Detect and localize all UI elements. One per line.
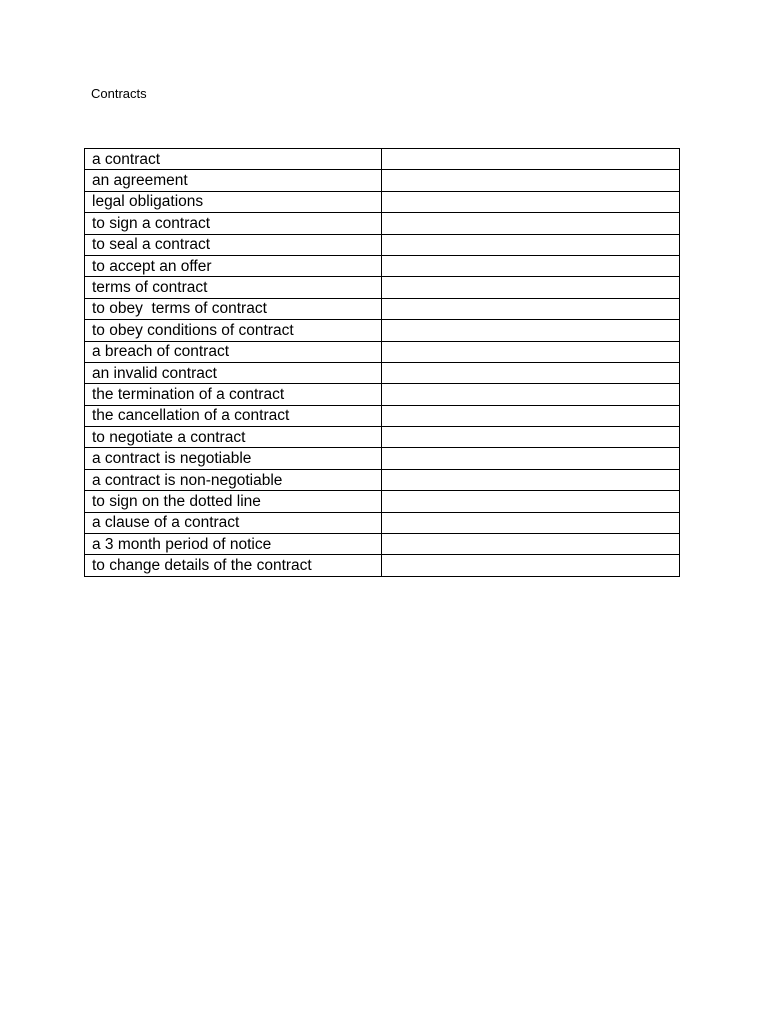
table-row — [85, 320, 680, 341]
translation-cell[interactable] — [382, 277, 680, 298]
term-cell: to obey conditions of contract — [85, 320, 382, 341]
term-cell: a breach of contract — [85, 341, 382, 362]
term-cell: to accept an offer — [85, 255, 382, 276]
vocabulary-table-body — [85, 149, 680, 577]
translation-cell[interactable] — [382, 469, 680, 490]
term-cell: to change details of the contract — [85, 555, 382, 576]
translation-cell[interactable] — [382, 448, 680, 469]
table-row — [85, 448, 680, 469]
translation-cell[interactable] — [382, 298, 680, 319]
table-row — [85, 405, 680, 426]
translation-cell[interactable] — [382, 191, 680, 212]
table-row — [85, 255, 680, 276]
term-cell: a 3 month period of notice — [85, 534, 382, 555]
translation-cell[interactable] — [382, 255, 680, 276]
term-cell: to negotiate a contract — [85, 427, 382, 448]
table-row — [85, 213, 680, 234]
translation-cell[interactable] — [382, 534, 680, 555]
term-cell: to obey terms of contract — [85, 298, 382, 319]
translation-cell[interactable] — [382, 320, 680, 341]
term-cell: the cancellation of a contract — [85, 405, 382, 426]
table-row — [85, 191, 680, 212]
table-row — [85, 341, 680, 362]
table-row — [85, 469, 680, 490]
translation-cell[interactable] — [382, 149, 680, 170]
table-row — [85, 534, 680, 555]
term-cell: an invalid contract — [85, 362, 382, 383]
translation-cell[interactable] — [382, 384, 680, 405]
translation-cell[interactable] — [382, 555, 680, 576]
table-row — [85, 234, 680, 255]
term-cell: a contract is negotiable — [85, 448, 382, 469]
term-cell: to seal a contract — [85, 234, 382, 255]
term-cell: to sign on the dotted line — [85, 491, 382, 512]
table-row — [85, 149, 680, 170]
term-cell: a contract is non-negotiable — [85, 469, 382, 490]
term-cell: a clause of a contract — [85, 512, 382, 533]
table-row — [85, 362, 680, 383]
translation-cell[interactable] — [382, 213, 680, 234]
term-cell: an agreement — [85, 170, 382, 191]
translation-cell[interactable] — [382, 170, 680, 191]
term-cell: to sign a contract — [85, 213, 382, 234]
translation-cell[interactable] — [382, 405, 680, 426]
table-row — [85, 277, 680, 298]
page-title: Contracts — [91, 86, 147, 101]
translation-cell[interactable] — [382, 362, 680, 383]
term-cell: legal obligations — [85, 191, 382, 212]
vocabulary-table — [84, 148, 680, 577]
table-row — [85, 555, 680, 576]
term-cell: a contract — [85, 149, 382, 170]
table-row — [85, 427, 680, 448]
translation-cell[interactable] — [382, 234, 680, 255]
table-row — [85, 298, 680, 319]
table-row — [85, 491, 680, 512]
table-row — [85, 512, 680, 533]
table-row — [85, 170, 680, 191]
term-cell: terms of contract — [85, 277, 382, 298]
translation-cell[interactable] — [382, 512, 680, 533]
term-cell: the termination of a contract — [85, 384, 382, 405]
translation-cell[interactable] — [382, 427, 680, 448]
table-row — [85, 384, 680, 405]
translation-cell[interactable] — [382, 341, 680, 362]
translation-cell[interactable] — [382, 491, 680, 512]
